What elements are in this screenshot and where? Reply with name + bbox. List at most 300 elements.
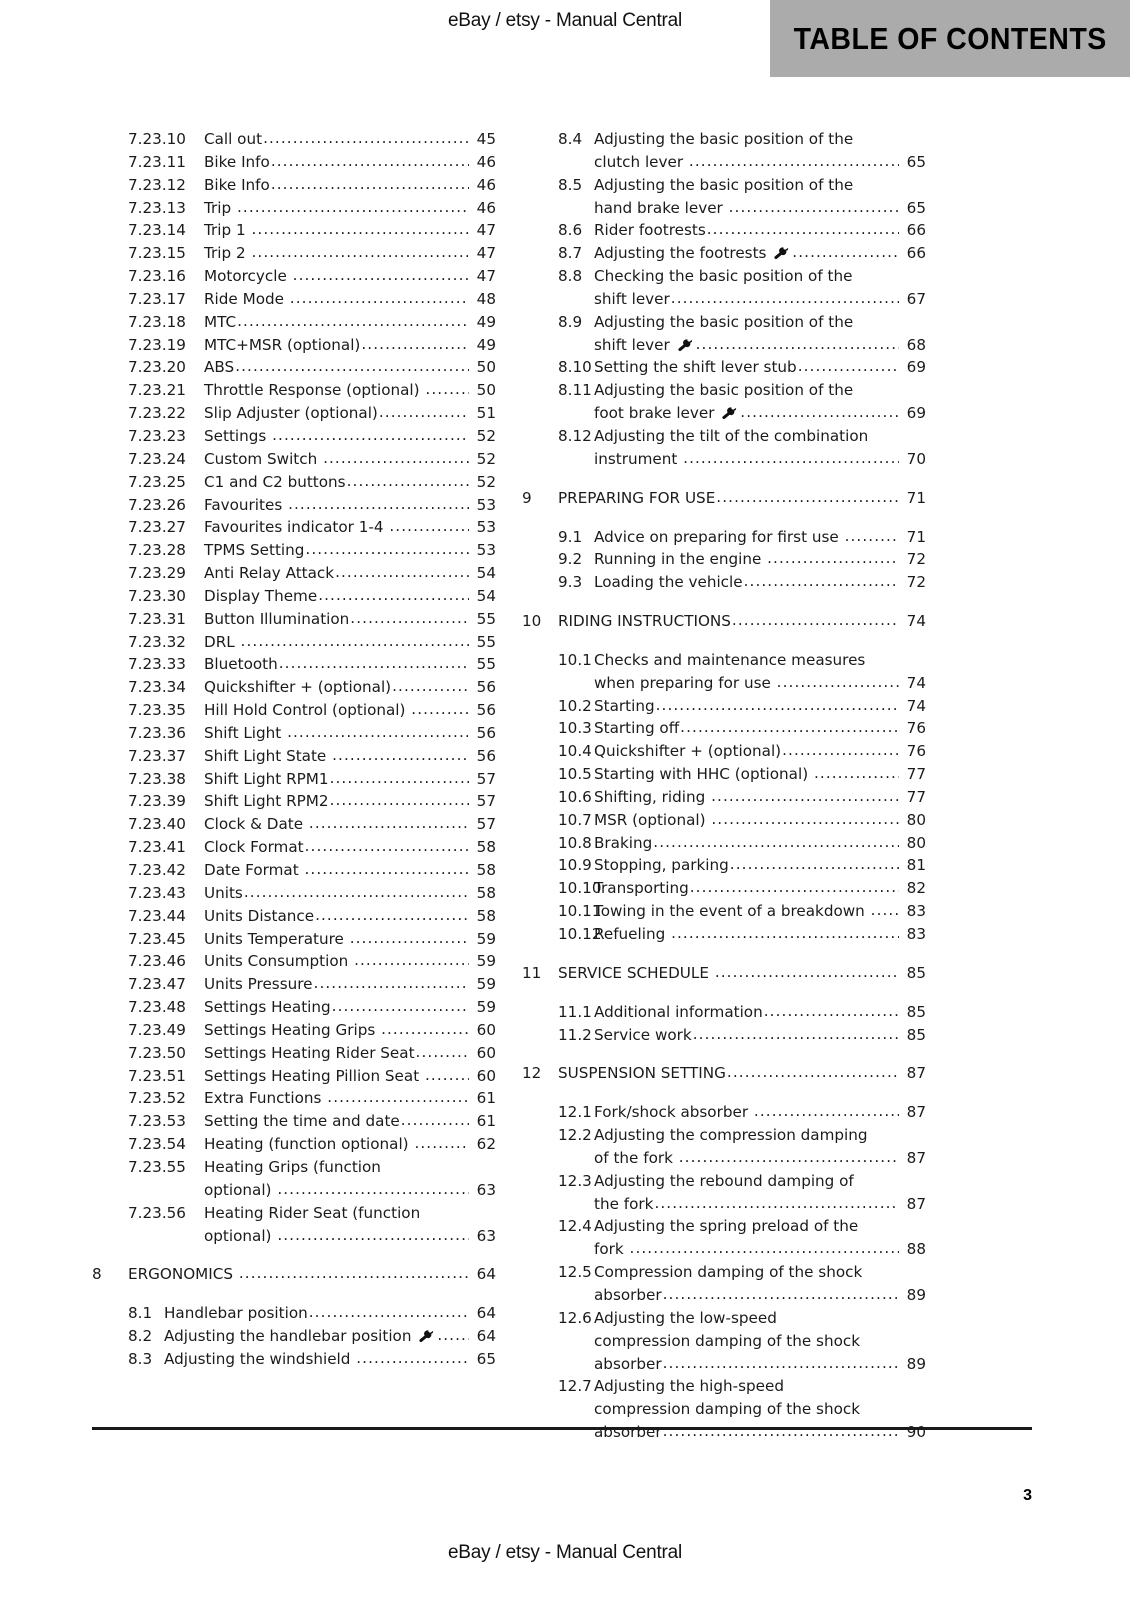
- toc-entry-page: 64: [476, 1304, 496, 1323]
- toc-entry-title: Trip: [204, 198, 236, 217]
- toc-entry-line: [204, 653, 496, 676]
- toc-entry-body: [204, 859, 496, 882]
- toc-entry-title: PREPARING FOR USE: [558, 488, 716, 507]
- toc-leader-dots: [656, 694, 899, 717]
- toc-leader-dots: [239, 1262, 469, 1285]
- toc-entry-line: [204, 219, 496, 242]
- toc-entry-line: [594, 151, 926, 174]
- toc-entry-body: [204, 562, 496, 585]
- toc-entry-number: 8.1: [128, 1304, 153, 1323]
- toc-entry-title: Quickshifter + (optional): [594, 742, 782, 761]
- toc-entry-number: 7.23.41: [128, 838, 186, 857]
- toc-entry[interactable]: [522, 809, 926, 832]
- toc-entry-title: RIDING INSTRUCTIONS: [558, 612, 731, 631]
- toc-entry-title: Units Consumption: [204, 952, 354, 971]
- toc-entry[interactable]: [522, 786, 926, 809]
- toc-entry-title: the fork: [594, 1194, 654, 1213]
- toc-entry[interactable]: [522, 1024, 926, 1047]
- toc-leader-dots: [287, 721, 469, 744]
- toc-entry-title: when preparing for use: [594, 673, 776, 692]
- toc-entry[interactable]: [522, 311, 926, 357]
- toc-entry[interactable]: [92, 562, 496, 585]
- toc-leader-dots: [335, 561, 469, 584]
- toc-entry[interactable]: [92, 813, 496, 836]
- toc-entry-number: 10.10: [558, 879, 602, 898]
- toc-entry-page: 50: [476, 358, 496, 377]
- toc-entry[interactable]: [92, 905, 496, 928]
- toc-entry[interactable]: [92, 1263, 496, 1286]
- toc-entry-body: [594, 649, 926, 695]
- wrench-icon: [419, 1330, 434, 1343]
- toc-leader-dots: [361, 333, 469, 356]
- toc-entry-page: 82: [906, 879, 926, 898]
- toc-leader-dots: [716, 486, 899, 509]
- toc-entry-number: 10.1: [558, 650, 592, 669]
- toc-entry[interactable]: [92, 219, 496, 242]
- toc-entry-number: 7.23.31: [128, 609, 186, 628]
- toc-entry-line: [204, 425, 496, 448]
- toc-entry-line: [204, 516, 496, 539]
- toc-entry-line: [594, 672, 926, 695]
- toc-entry[interactable]: [522, 379, 926, 425]
- toc-entry[interactable]: [522, 219, 926, 242]
- toc-entry-page: 89: [906, 1354, 926, 1373]
- toc-entry-page: 77: [906, 787, 926, 806]
- toc-entry-line: [204, 242, 496, 265]
- toc-entry-page: 65: [906, 198, 926, 217]
- toc-leader-dots: [693, 1023, 899, 1046]
- toc-entry-number: 7.23.32: [128, 632, 186, 651]
- toc-entry-body: [594, 900, 926, 923]
- toc-entry-body: [204, 608, 496, 631]
- toc-entry[interactable]: [92, 539, 496, 562]
- toc-entry-title: Units Temperature: [204, 929, 349, 948]
- toc-entry[interactable]: [92, 1110, 496, 1133]
- toc-entry[interactable]: [92, 859, 496, 882]
- toc-entry-number: 10: [522, 612, 542, 631]
- toc-entry[interactable]: [92, 334, 496, 357]
- toc-entry[interactable]: [92, 1348, 496, 1371]
- toc-leader-dots: [309, 812, 469, 835]
- toc-entry[interactable]: [522, 1307, 926, 1376]
- toc-entry-number: 9.1: [558, 527, 583, 546]
- toc-entry-body: [204, 242, 496, 265]
- toc-leader-dots: [277, 1224, 469, 1247]
- toc-entry-title: Additional information: [594, 1002, 763, 1021]
- toc-entry-page: 53: [476, 541, 496, 560]
- toc-entry[interactable]: [92, 516, 496, 539]
- toc-entry-title: Date Format: [204, 861, 304, 879]
- toc-entry-title: Bike Info: [204, 175, 270, 194]
- toc-entry[interactable]: [92, 1302, 496, 1325]
- toc-entry[interactable]: [522, 242, 926, 265]
- toc-entry-number: 10.9: [558, 856, 592, 875]
- toc-entry[interactable]: [92, 585, 496, 608]
- toc-leader-dots: [271, 173, 469, 196]
- toc-entry[interactable]: [92, 790, 496, 813]
- toc-entry-body: [204, 471, 496, 494]
- toc-leader-dots: [663, 1283, 899, 1306]
- toc-leader-dots: [244, 881, 469, 904]
- toc-entry[interactable]: [92, 676, 496, 699]
- toc-entry[interactable]: [92, 1065, 496, 1088]
- toc-entry-title: Adjusting the spring preload of the: [594, 1217, 859, 1236]
- toc-entry-number: 8.5: [558, 175, 583, 194]
- toc-entry[interactable]: [522, 962, 926, 985]
- toc-entry-page: 61: [476, 1089, 496, 1108]
- toc-entry-page: 64: [476, 1265, 496, 1284]
- toc-entry-body: [594, 242, 926, 265]
- toc-entry[interactable]: [92, 836, 496, 859]
- toc-entry[interactable]: [522, 923, 926, 946]
- toc-entry-line: [204, 334, 496, 357]
- toc-entry-line: [558, 487, 926, 510]
- toc-entry-line: [204, 1065, 496, 1088]
- toc-entry[interactable]: [522, 740, 926, 763]
- page-number: 3: [1023, 1487, 1032, 1504]
- table-of-contents-title: TABLE OF CONTENTS: [793, 20, 1107, 56]
- toc-entry-title: Favourites: [204, 495, 288, 514]
- toc-entry-title: Adjusting the basic position of the: [594, 175, 854, 194]
- toc-entry-number: 7.23.20: [128, 358, 186, 377]
- toc-entry-title: Adjusting the basic position of the: [594, 381, 854, 400]
- toc-entry-line: [594, 809, 926, 832]
- toc-entry[interactable]: [522, 610, 926, 633]
- toc-entry[interactable]: [92, 288, 496, 311]
- toc-entry[interactable]: [522, 1215, 926, 1261]
- toc-entry-number: 7.23.10: [128, 130, 186, 148]
- toc-entry[interactable]: [92, 242, 496, 265]
- toc-entry-line: [594, 1147, 926, 1170]
- toc-entry-number: 12.6: [558, 1308, 592, 1327]
- toc-entry-number: 9.2: [558, 550, 583, 569]
- toc-entry[interactable]: [522, 128, 926, 174]
- toc-entry[interactable]: [92, 311, 496, 334]
- toc-entry-line: [204, 1133, 496, 1156]
- toc-entry[interactable]: [522, 763, 926, 786]
- toc-entry[interactable]: [92, 1202, 496, 1248]
- toc-entry-number: 7.23.47: [128, 975, 186, 994]
- toc-entry-page: 52: [476, 449, 496, 468]
- toc-entry-title: Clock Format: [204, 838, 304, 857]
- toc-entry[interactable]: [92, 608, 496, 631]
- toc-leader-dots: [690, 876, 899, 899]
- toc-entry[interactable]: [92, 928, 496, 951]
- toc-entry[interactable]: [522, 265, 926, 311]
- toc-leader-dots: [782, 739, 899, 762]
- toc-leader-dots: [871, 899, 899, 922]
- toc-entry-line: [204, 608, 496, 631]
- toc-entry-page: 64: [476, 1327, 496, 1346]
- toc-entry-title: Adjusting the basic position of the: [594, 312, 854, 331]
- toc-leader-dots: [416, 1041, 469, 1064]
- toc-entry[interactable]: [92, 151, 496, 174]
- toc-entry-line: [558, 1062, 926, 1085]
- toc-entry-body: [204, 265, 496, 288]
- toc-entry[interactable]: [92, 996, 496, 1019]
- toc-entry-body: [204, 1202, 496, 1248]
- toc-leader-dots: [792, 241, 899, 264]
- toc-leader-dots: [425, 378, 469, 401]
- toc-leader-dots: [401, 1109, 469, 1132]
- toc-entry-number: 8.11: [558, 381, 592, 400]
- toc-entry-page: 68: [906, 335, 926, 354]
- toc-entry-number: 10.11: [558, 902, 602, 921]
- toc-entry[interactable]: [522, 571, 926, 594]
- toc-entry[interactable]: [92, 494, 496, 517]
- toc-entry[interactable]: [92, 1042, 496, 1065]
- toc-entry-page: 90: [906, 1423, 926, 1442]
- toc-entry-line: [594, 740, 926, 763]
- toc-entry-body: [204, 425, 496, 448]
- toc-entry[interactable]: [92, 356, 496, 379]
- toc-entry-line: [204, 265, 496, 288]
- toc-entry-number: 10.3: [558, 719, 592, 738]
- toc-entry[interactable]: [522, 832, 926, 855]
- toc-entry-body: [204, 745, 496, 768]
- toc-leader-dots: [671, 922, 899, 945]
- toc-entry[interactable]: [92, 471, 496, 494]
- toc-entry[interactable]: [92, 197, 496, 220]
- toc-entry-body: [204, 905, 496, 928]
- toc-entry-body: [204, 1156, 496, 1202]
- toc-entry[interactable]: [92, 653, 496, 676]
- toc-leader-dots: [263, 127, 469, 150]
- toc-entry-line: [594, 128, 926, 151]
- toc-leader-dots: [330, 789, 469, 812]
- toc-leader-dots: [350, 607, 469, 630]
- toc-entry[interactable]: [522, 1170, 926, 1216]
- toc-entry-line: [594, 548, 926, 571]
- toc-entry[interactable]: [522, 877, 926, 900]
- toc-entry-number: 7.23.30: [128, 586, 186, 605]
- toc-entry[interactable]: [92, 448, 496, 471]
- toc-entry-page: 72: [906, 573, 926, 592]
- toc-entry[interactable]: [92, 174, 496, 197]
- toc-entry[interactable]: [522, 1375, 926, 1444]
- toc-entry-title: Adjusting the tilt of the combination: [594, 426, 869, 445]
- toc-entry-number: 7.23.45: [128, 929, 186, 948]
- toc-entry-title: Setting the shift lever stub: [594, 358, 797, 377]
- toc-entry-title: Motorcycle: [204, 267, 292, 286]
- toc-entry-number: 7.23.19: [128, 335, 186, 354]
- toc-entry-body: [594, 832, 926, 855]
- toc-entry-page: 49: [476, 335, 496, 354]
- toc-entry-line: [594, 900, 926, 923]
- toc-leader-dots: [411, 698, 469, 721]
- toc-entry-line: [204, 402, 496, 425]
- toc-entry-number: 11.1: [558, 1002, 592, 1021]
- toc-entry-number: 7.23.35: [128, 701, 186, 720]
- toc-entry-body: [204, 1087, 496, 1110]
- toc-leader-dots: [277, 1178, 469, 1201]
- toc-entry-body: [204, 448, 496, 471]
- toc-entry[interactable]: [92, 950, 496, 973]
- toc-entry-title: Trip 2: [204, 244, 251, 263]
- toc-entry-page: 50: [476, 381, 496, 400]
- toc-entry-page: 81: [906, 856, 926, 875]
- toc-entry-number: 10.8: [558, 833, 592, 852]
- toc-entry[interactable]: [522, 649, 926, 695]
- toc-entry[interactable]: [92, 631, 496, 654]
- toc-entry-body: [204, 516, 496, 539]
- toc-entry-title: Hill Hold Control (optional): [204, 701, 411, 720]
- toc-leader-dots: [732, 609, 899, 632]
- toc-entry-page: 57: [476, 792, 496, 811]
- toc-entry[interactable]: [92, 1133, 496, 1156]
- toc-entry-title: Shift Light State: [204, 746, 332, 765]
- toc-entry-line: [204, 1156, 496, 1179]
- toc-entry[interactable]: [92, 1019, 496, 1042]
- toc-entry-body: [594, 1101, 926, 1124]
- toc-entry-title: Heating Rider Seat (function: [204, 1203, 421, 1222]
- toc-entry-page: 62: [476, 1135, 496, 1154]
- toc-entry[interactable]: [522, 1101, 926, 1124]
- toc-entry-body: [594, 356, 926, 379]
- toc-entry[interactable]: [522, 487, 926, 510]
- toc-entry-title: compression damping of the shock: [594, 1331, 861, 1350]
- toc-entry-line: [594, 288, 926, 311]
- toc-entry-page: 46: [476, 175, 496, 194]
- toc-entry-page: 53: [476, 518, 496, 537]
- toc-entry[interactable]: [522, 900, 926, 923]
- toc-entry-title: Setting the time and date: [204, 1112, 400, 1131]
- toc-entry-number: 8: [92, 1265, 102, 1284]
- toc-entry[interactable]: [522, 854, 926, 877]
- toc-entry-number: 8.4: [558, 130, 583, 148]
- toc-leader-dots: [330, 767, 469, 790]
- toc-entry[interactable]: [522, 356, 926, 379]
- toc-entry-page: 83: [906, 902, 926, 921]
- toc-entry-number: 7.23.27: [128, 518, 186, 537]
- toc-entry[interactable]: [92, 379, 496, 402]
- toc-entry-body: [204, 197, 496, 220]
- toc-entry-line: [204, 151, 496, 174]
- toc-entry-title: TPMS Setting: [204, 541, 305, 560]
- toc-entry-line: [594, 571, 926, 594]
- toc-entry-title: SUSPENSION SETTING: [558, 1064, 726, 1083]
- toc-leader-dots: [437, 1324, 469, 1347]
- toc-entry-page: 65: [476, 1349, 496, 1368]
- toc-entry-line: [594, 1261, 926, 1284]
- toc-entry-title: Adjusting the handlebar position: [164, 1327, 417, 1346]
- toc-leader-dots: [251, 218, 469, 241]
- wrench-icon: [678, 339, 693, 352]
- toc-entry[interactable]: [522, 1062, 926, 1085]
- toc-leader-dots: [663, 1352, 899, 1375]
- toc-entry[interactable]: [92, 745, 496, 768]
- toc-entry[interactable]: [92, 1325, 496, 1348]
- toc-entry[interactable]: [522, 1001, 926, 1024]
- toc-leader-dots: [767, 547, 899, 570]
- toc-entry[interactable]: [92, 425, 496, 448]
- toc-entry-page: 72: [906, 550, 926, 569]
- toc-entry[interactable]: [92, 265, 496, 288]
- toc-leader-dots: [237, 196, 469, 219]
- toc-entry-title: MTC+MSR (optional): [204, 335, 361, 354]
- toc-entry-number: 7.23.16: [128, 267, 186, 286]
- toc-entry[interactable]: [522, 695, 926, 718]
- toc-entry[interactable]: [522, 717, 926, 740]
- toc-leader-dots: [696, 333, 899, 356]
- toc-leader-dots: [630, 1237, 899, 1260]
- toc-entry[interactable]: [92, 882, 496, 905]
- toc-entry[interactable]: [522, 174, 926, 220]
- toc-entry-line: [594, 877, 926, 900]
- toc-entry[interactable]: [522, 548, 926, 571]
- toc-entry-body: [204, 790, 496, 813]
- toc-entry[interactable]: [92, 128, 496, 151]
- toc-leader-dots: [683, 447, 899, 470]
- toc-entry-body: [204, 1042, 496, 1065]
- toc-entry-number: 7.23.56: [128, 1203, 186, 1222]
- toc-entry-line: [594, 1307, 926, 1330]
- toc-entry-number: 9.3: [558, 573, 583, 592]
- toc-entry-line: [594, 717, 926, 740]
- toc-entry[interactable]: [92, 402, 496, 425]
- toc-entry-line: [594, 854, 926, 877]
- toc-entry-page: 63: [476, 1180, 496, 1199]
- toc-entry-body: [204, 928, 496, 951]
- toc-entry-page: 58: [476, 906, 496, 925]
- toc-entry-title: Rider footrests: [594, 221, 706, 240]
- toc-entry-page: 53: [476, 495, 496, 514]
- toc-entry-page: 56: [476, 678, 496, 697]
- toc-entry-line: [558, 962, 926, 985]
- toc-entry[interactable]: [522, 526, 926, 549]
- wrench-icon: [722, 407, 737, 420]
- toc-entry[interactable]: [92, 1087, 496, 1110]
- toc-leader-dots: [727, 1061, 899, 1084]
- toc-entry-body: [204, 288, 496, 311]
- toc-entry[interactable]: [522, 1261, 926, 1307]
- toc-entry[interactable]: [92, 699, 496, 722]
- toc-entry-line: [204, 882, 496, 905]
- toc-entry-body: [594, 571, 926, 594]
- toc-entry-title: SERVICE SCHEDULE: [558, 963, 714, 982]
- toc-entry-title: of the fork: [594, 1148, 678, 1167]
- toc-entry-title: Throttle Response (optional): [204, 381, 425, 400]
- toc-entry-number: 7.23.21: [128, 381, 186, 400]
- toc-entry-line: [204, 471, 496, 494]
- toc-entry-number: 7.23.24: [128, 449, 186, 468]
- toc-entry-body: [594, 877, 926, 900]
- toc-entry-line: [204, 585, 496, 608]
- toc-entry-title: Slip Adjuster (optional): [204, 404, 378, 423]
- toc-entry-number: 7.23.22: [128, 404, 186, 423]
- footer-divider: [92, 1427, 1032, 1430]
- toc-entry[interactable]: [92, 1156, 496, 1202]
- toc-entry-page: 59: [476, 998, 496, 1017]
- toc-leader-dots: [663, 1420, 899, 1443]
- toc-entry[interactable]: [92, 973, 496, 996]
- toc-entry[interactable]: [522, 425, 926, 471]
- toc-entry-number: 10.4: [558, 742, 592, 761]
- toc-entry-body: [164, 1325, 496, 1348]
- toc-entry[interactable]: [92, 768, 496, 791]
- toc-entry-number: 7.23.53: [128, 1112, 186, 1131]
- toc-entry-page: 57: [476, 815, 496, 834]
- toc-leader-dots: [241, 630, 469, 653]
- toc-entry[interactable]: [522, 1124, 926, 1170]
- toc-leader-dots: [379, 401, 469, 424]
- toc-entry-page: 69: [906, 404, 926, 423]
- toc-column-left: [92, 128, 496, 1371]
- toc-entry-line: [594, 242, 926, 265]
- toc-leader-dots: [293, 264, 469, 287]
- toc-entry[interactable]: [92, 722, 496, 745]
- toc-entry-body: [128, 1263, 496, 1286]
